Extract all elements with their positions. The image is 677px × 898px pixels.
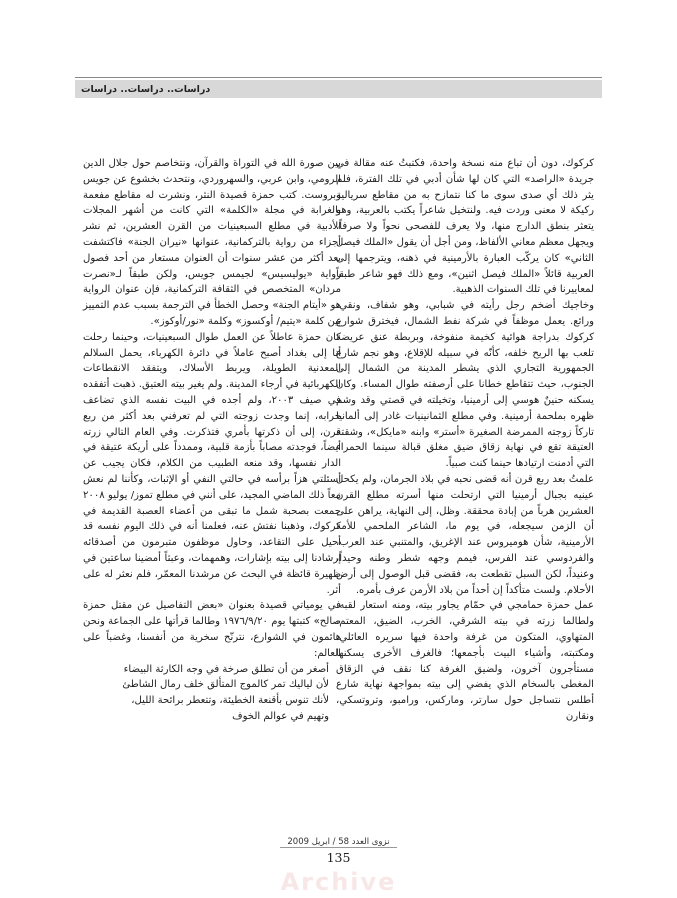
section-header-band bbox=[75, 80, 602, 98]
paragraph: عمل حمزة حمامجي في حمّام يجاور بيته، ومنه استعار لقبه، ولطالما زرته في بيته الشرقي، الخرب، الضيق، المعتم، المتهاوي، المتكون من غرفة واحدة فيها سريره العائلي، ومكتبته، وأشياء البيت بأجمعها؛ فالغرف الأخرى يسكنها مستأجرون آخرون، ولضيق الغرفة كنا نقف في الزقاق المغطى بالسخام الذي يفضي إلى بيته بمواجهة نهاية شارع أطلس نتساجل حول سارتر، وماركس، ورامبو، وتروتسكي، ونقارن bbox=[336, 600, 594, 722]
poem-line: وتهيم في عوالم الخوف bbox=[232, 710, 329, 722]
paragraph: كان حمزة عاطلاً عن العمل طوال السبعينيات، وحينما رحلت أنا إلى بغداد أصبح عاملاً في دائرة الكهرباء، يحمل السلالم المعدنية الطويلة، ويربط الأسلاك، ويتفقد الانقطاعات الكهربائية في أرجاء المدينة. ولم يغير بيته العتيق. ذهبت أتفقده في صيف ٢٠٠٣، ولم أجده في البيت نفسه الذي تضاعف خرابه، إنما وجدت زوجته التي لم تعرفني بعد أكثر من ربع قرن، إلى أن ذكرتها بأمري فتذكرت. وفي العام التالي زرته أيضاً، فوجدته مصاباً بأزمة قلبية، وممدداً على أريكة عتيقة في الدار نفسها، وقد منعه الطبيب من الكلام، فكان يجيب عن أسئلتي هزاً برأسه في حالتي النفي أو الإثبات، وكأننا لم نعش معاً ذلك الماضي المجيد، على أنني في مطلع تموز/ يوليو ٢٠٠٨ جمعت بصحبة شمل ما تبقى من أعضاء العصبة القديمة في كركوك، وذهبنا نفتش عنه، فعلمنا أنه في ذلك اليوم نفسه قد أحيل على التقاعد، وحاول موظفون متبرمون من أصدقائه إرشادنا إلى بيته بإشارات، وهمهمات، وعبثاً أمضينا ساعتين في ظهيرة قائظة في البحث عن مرشدنا المعمّر، فلم نعثر له على أثر. bbox=[83, 331, 342, 596]
page-number: 135 bbox=[326, 850, 351, 865]
paragraph: علمتُ بعد ربع قرن أنه قضى نحبه في بلاد الجرمان، ولم يكحل عينيه بجبال أرمينيا التي ارتحلت منها أسرته مطلع القرن العشرين هرباً من إبادة محققة. وظل، إلى النهاية، يراهن على أن الزمن سيجعله، في يوم ما، الشاعر الملحمي للأمة الأرمينية، شأن هوميروس عند الإغريق، والمتنبي عند العرب، والفردوسي عند الفرس، فيمم وجهه شطر وطنه وحيداً، وعنيداً، لكن السبل تقطعت به، فقضى قبل الوصول إلى أرض الأحلام. ولست متأكداً إن أحداً من بلاد الأرمن عرف بأمره. bbox=[336, 473, 594, 596]
watermark: Archive bbox=[280, 868, 397, 896]
paragraph: في يومياتي قصيدة بعنوان «بعض التفاصيل عن مقتل حمزة صالح» كتبتها يوم ١٩٧٦/٩/٢٠ وطالما قرأتها على الجماعة ونحن هائمون في الشوارع، نترنّح سخرية من أنفسنا، وغضباً على العالم: bbox=[83, 600, 342, 659]
right-text-column bbox=[336, 156, 594, 725]
paragraph: بين صورة الله في التوراة والقرآن، ونتخاصم حول جلال الدين الرومي، وابن عربي، والسهروردي، ونتحدث بخشوع عن جويس وبروست. كتب حمزة قصيدة النثر، ونشرت له مقاطع مفعمة بالغرابة في مجلة «الكلمة» التي كانت من أشهر المجلات الأدبية في مطلع السبعينيات من القرن العشرين، ثم نشر أجزاء من رواية بالتركمانية، عنوانها «نيران الجنة» فاكتشفت بعد أكثر من عشر سنوات أن العنوان مستعار من أحد فصول رواية «يوليسيس» لجيمس جويس، ولكن طبقاً لـ«نصرت مردان» المتخصص في الثقافة التركمانية، فإن عنوان الرواية هو «أيتام الجنة» وحصل الخطأ في الترجمة بسبب عدم التمييز بين كلمة «يتيم/ أوكسوز» وكلمة «نور/أوكوز». bbox=[83, 158, 341, 327]
poem-line: لأنك تنوس بأقنعة الخطيئة، وتتعطر برائحة الليل، bbox=[131, 695, 329, 707]
paragraph: وخاجيك أضخم رجل رأيته في شبابي، وهو شفاف، ونقي، ورائع. يعمل موظفاً في شركة نفط الشمال، فيخترق شوارع كركوك بدراجة هوائية كخيمة منفوخة، وبربطة عنق عريضة تلعب بها الريح خلفه، كأنّه في سبيله للإقلاع، وهو نجم شارع الجمهورية التجاري الذي يشطر المدينة من الشمال إلى الجنوب، حيث تتقاطع خطانا على أرصفته طوال المساء. وكان يسكنه حنينٌ هوسي إلى أرمينيا، وتخيلته في قصتي وقد وشم ظهره بملحمة أرمينية. وفي مطلع الثمانينيات غادر إلى ألمانيا تاركاً زوجته الممرضة الصغيرة «أستر» وابنه «مايكل»، وشقته العتيقة تقع في نهاية زقاق ضيق مغلق قبالة سينما الحمراء التي أدمنت ارتيادها حينما كنت صبياً. bbox=[336, 300, 594, 470]
paragraph: كركوك، دون أن تباع منه نسخة واحدة، فكتبتُ عنه مقالة في جريدة «الراصد» التي كان لها شأن أدبي في تلك الفترة، فلم يثر ذلك أي صدى سوى ما كنا نتمازح به من مقاطع سريالية ركيكة لا معنى وردت فيه. ولنتخيل شاعراً يكتب بالعربية، وهو يتعثر بنطق الدارج منها، ولا يعرف للفصحى نحواً ولا صرفاً، ويجهل معظم معاني الألفاظ، ومن أجل أن يقول «الملك فيصل الثاني» كان يركّب العبارة بالأرمينية في ذهنه، ويترجمها إلى العربية قائلاً «الملك فيصل اثنين»، ومع ذلك فهو شاعر طبقاً لمعاييرنا في تلك السنوات الذهبية. bbox=[336, 158, 594, 296]
issue-info: نزوى العدد 58 / ابريل 2009 bbox=[287, 837, 390, 847]
poem-excerpt bbox=[83, 662, 341, 725]
left-text-column bbox=[83, 156, 341, 725]
footer-rule bbox=[280, 847, 397, 848]
header-rule bbox=[75, 77, 602, 78]
poem-line: أصغر من أن تطلق صرخة في وجه الكارثة البيضاء bbox=[123, 663, 329, 675]
section-label: دراسات.. دراسات.. دراسات bbox=[81, 83, 211, 95]
poem-line: لأن لياليك تمر كالموج المتألق خلف رمال الشاطئ bbox=[122, 679, 329, 691]
